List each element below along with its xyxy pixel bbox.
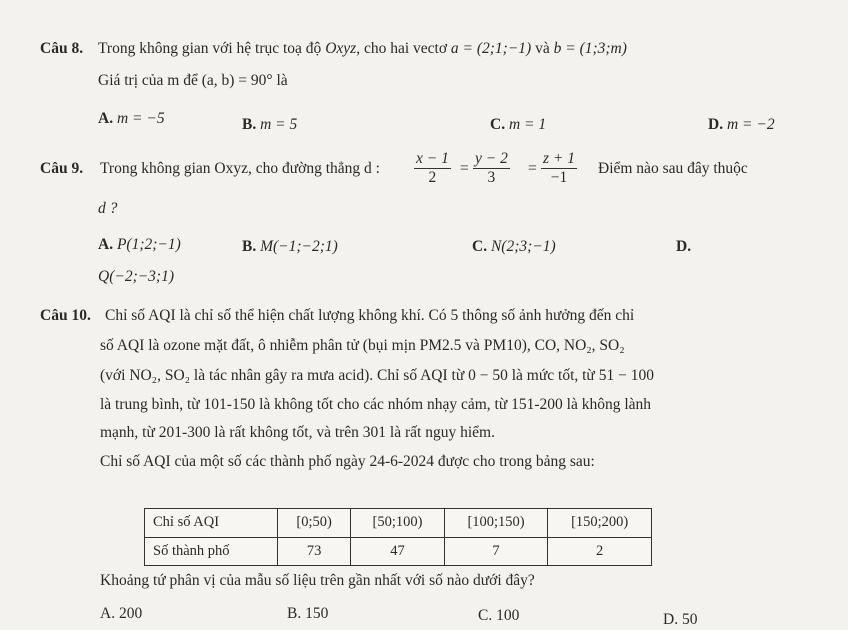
q10-option-d-key: D. — [663, 611, 679, 628]
q10-label: Câu 10. — [40, 307, 91, 324]
q9-equals-1: = — [460, 160, 469, 177]
q9-option-b[interactable] — [242, 238, 338, 256]
q8-stem-text-a: Trong không gian với hệ trục toạ độ — [98, 40, 322, 57]
q9-option-a-text: P(1;2;−1) — [116, 236, 181, 253]
q9-option-b-key: B. — [242, 238, 257, 255]
q9-fraction-x — [414, 150, 451, 187]
q8-option-d-text: m = −2 — [726, 116, 775, 133]
q9-option-c[interactable] — [472, 238, 556, 256]
q9-fraction-y-num: y − 2 — [475, 150, 508, 167]
q10-paragraph-line6: Chỉ số AQI của một số các thành phố ngày 24-6-2024 được cho trong bảng sau: — [100, 453, 595, 470]
q9-fraction-z-num: z + 1 — [543, 150, 575, 167]
table-row — [145, 509, 652, 538]
q8-label: Câu 8. — [40, 40, 84, 57]
q9-option-a[interactable] — [98, 236, 181, 254]
q9-option-b-text: M(−1;−2;1) — [260, 238, 338, 255]
q8-option-d[interactable] — [708, 116, 775, 134]
q8-option-b-text: m = 5 — [260, 116, 298, 133]
q8-option-b[interactable] — [242, 116, 297, 134]
q10-option-b[interactable] — [287, 605, 328, 623]
aqi-table-count-cell: 7 — [444, 537, 548, 566]
q10-paragraph-line3: (với NO₂, SO₂ là tác nhân gây ra mưa acid). Chỉ số AQI từ 0 − 50 là mức tốt, từ 51 − 100 — [100, 367, 654, 384]
q10-option-a[interactable] — [100, 605, 142, 623]
q8-stem-line2: Giá trị của m để (a, b) = 90° là — [98, 72, 288, 89]
q9-option-a-key: A. — [98, 236, 114, 253]
q8-option-b-key: B. — [242, 116, 257, 133]
q10-question: Khoảng tứ phân vị của mẫu số liệu trên gần nhất với số nào dưới đây? — [100, 572, 535, 589]
aqi-table-range-cell: [150;200) — [548, 509, 652, 538]
q10-option-d-text: 50 — [681, 611, 698, 628]
aqi-table-range-cell: [50;100) — [351, 509, 445, 538]
aqi-table-range-cell: [100;150) — [444, 509, 548, 538]
q9-fraction-x-num: x − 1 — [416, 150, 449, 167]
q9-option-d-text-cont: Q(−2;−3;1) — [98, 268, 175, 285]
q8-vector-a: a = (2;1;−1) — [450, 40, 532, 57]
q10-option-a-key: A. — [100, 605, 116, 622]
q10-paragraph-line5: mạnh, từ 201-300 là rất không tốt, và trên 301 là rất nguy hiểm. — [100, 424, 495, 441]
q9-option-c-text: N(2;3;−1) — [490, 238, 556, 255]
aqi-table-range-cell: [0;50) — [278, 509, 351, 538]
q8-option-c-key: C. — [490, 116, 506, 133]
aqi-table — [144, 508, 652, 566]
q9-equals-2: = — [528, 160, 537, 177]
q8-vector-b: b = (1;3;m) — [553, 40, 627, 57]
q9-option-d-key: D. — [676, 238, 692, 255]
q10-option-a-text: 200 — [118, 605, 143, 622]
q10-option-c[interactable] — [478, 607, 519, 625]
q8-option-a[interactable] — [98, 110, 165, 128]
q9-stem-text-a: Trong không gian Oxyz, cho đường thẳng d : — [100, 160, 380, 177]
q10-option-c-key: C. — [478, 607, 493, 624]
aqi-table-count-cell: 73 — [278, 537, 351, 566]
q10-option-b-text: 150 — [305, 605, 329, 622]
q9-fraction-x-den: 2 — [428, 169, 437, 186]
q10-paragraph-line1: Chỉ số AQI là chỉ số thể hiện chất lượng không khí. Có 5 thông số ảnh hưởng đến chỉ — [105, 307, 635, 324]
q8-space: Oxyz — [325, 40, 357, 57]
q9-option-d[interactable] — [676, 238, 691, 256]
aqi-table-header-label: Chỉ số AQI — [145, 509, 278, 538]
q9-fraction-z — [541, 150, 577, 187]
q9-stem-line2: d ? — [98, 200, 118, 217]
q9-stem-text-b: Điểm nào sau đây thuộc — [598, 160, 748, 177]
aqi-table-count-cell: 2 — [548, 537, 652, 566]
q10-paragraph-line2: số AQI là ozone mặt đất, ô nhiễm phân tử (bụi mịn PM2.5 và PM10), CO, NO₂, SO₂ — [100, 337, 625, 354]
q8-stem-text-b: , cho hai vectơ — [356, 40, 448, 57]
q8-option-c-text: m = 1 — [508, 116, 547, 133]
q8-option-c[interactable] — [490, 116, 546, 134]
q10-paragraph-line4: là trung bình, từ 101-150 là không tốt cho các nhóm nhạy cảm, từ 151-200 là không lành — [100, 396, 652, 413]
q8-option-a-key: A. — [98, 110, 114, 127]
q10-option-b-key: B. — [287, 605, 302, 622]
aqi-table-row-label: Số thành phố — [145, 537, 278, 566]
q9-option-c-key: C. — [472, 238, 488, 255]
q10-option-d[interactable] — [663, 611, 697, 629]
q8-stem-line1 — [98, 40, 627, 58]
q9-fraction-z-den: −1 — [550, 169, 568, 186]
q9-fraction-y-den: 3 — [487, 169, 496, 186]
q8-and: và — [535, 40, 550, 57]
aqi-table-count-cell: 47 — [351, 537, 445, 566]
q9-fraction-y — [473, 150, 510, 187]
q9-label: Câu 9. — [40, 160, 84, 177]
q10-option-c-text: 100 — [496, 607, 520, 624]
q8-option-a-text: m = −5 — [116, 110, 165, 127]
table-row — [145, 537, 652, 566]
q8-option-d-key: D. — [708, 116, 724, 133]
